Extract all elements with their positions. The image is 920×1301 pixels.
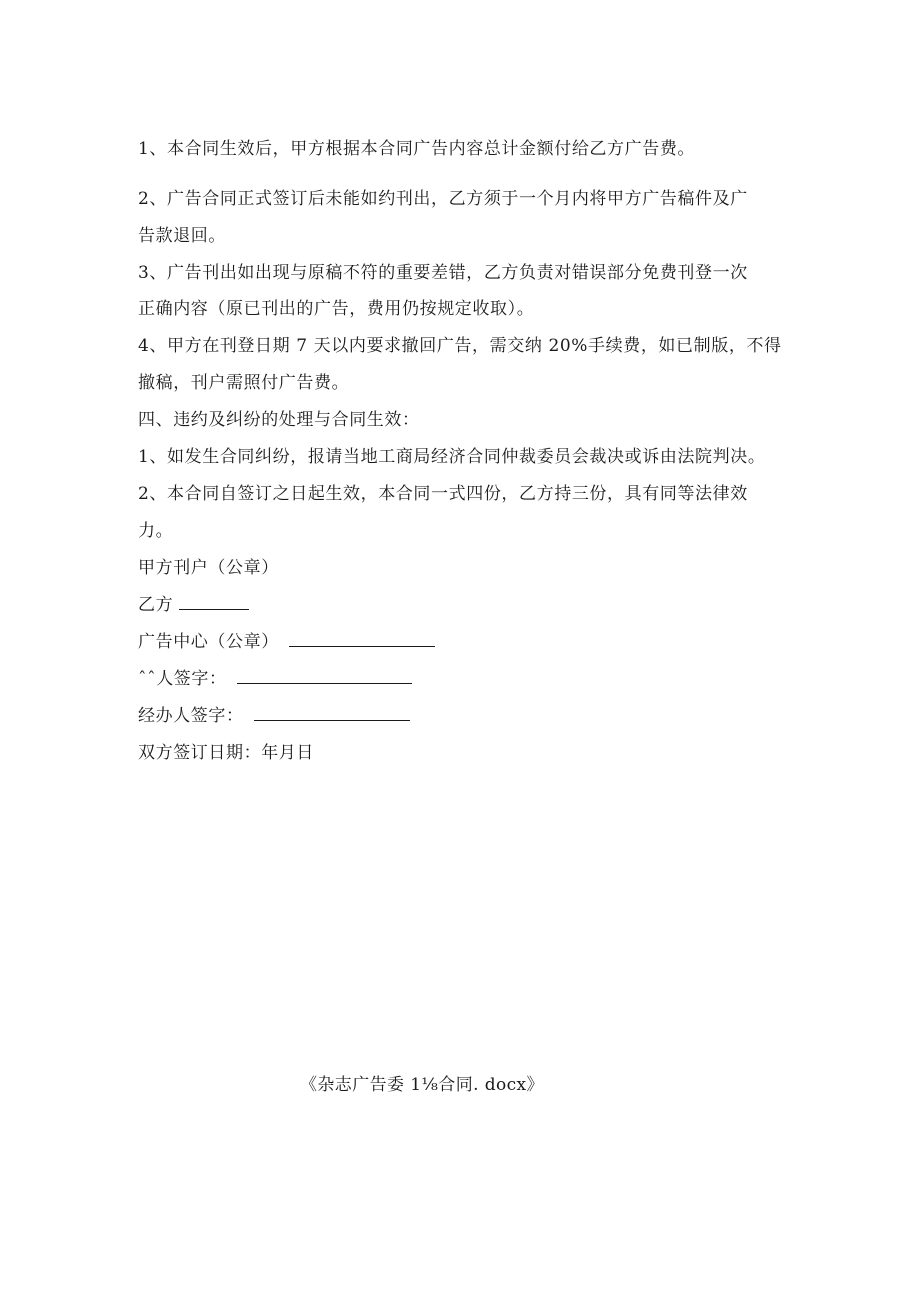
party-b-label: 乙方 <box>138 595 174 615</box>
dispute-clause-2-line1: 2、本合同自签订之日起生效，本合同一式四份，乙方持三份，具有同等法律效 <box>138 484 748 504</box>
handler-signature-blank <box>254 705 410 721</box>
rep-signature-blank <box>237 668 412 684</box>
signing-date-label: 双方签订日期：年月日 <box>138 743 314 763</box>
party-b-signature-row <box>138 594 249 616</box>
clause-3-text-line1: 3、广告刊出如出现与原稿不符的重要差错，乙方负责对错误部分免费刊登一次 <box>138 263 748 283</box>
clause-2-text-line2: 告款退回。 <box>138 226 226 246</box>
ad-center-signature-blank <box>289 631 435 647</box>
clause-3-text-line2: 正确内容（原已刊出的广告，费用仍按规定收取）。 <box>138 299 535 319</box>
handler-signature-row <box>138 705 410 727</box>
section-heading: 四、违约及纠纷的处理与合同生效： <box>138 410 420 430</box>
ad-center-label: 广告中心（公章） <box>138 632 279 652</box>
dispute-clause-1: 1、如发生合同纠纷，报请当地工商局经济合同仲裁委员会裁决或诉由法院判决。 <box>138 447 766 467</box>
party-b-signature-blank <box>179 594 249 610</box>
document-footer-filename: 《杂志广告委 1⅛合同. docx》 <box>300 1075 544 1095</box>
dispute-clause-2-line2: 力。 <box>138 521 174 541</box>
clause-1-text: 1、本合同生效后，甲方根据本合同广告内容总计金额付给乙方广告费。 <box>138 139 696 159</box>
handler-sign-label: 经办人签字： <box>138 706 244 726</box>
rep-sign-label: ˆˆ人签字： <box>138 669 227 689</box>
rep-signature-row <box>138 668 412 690</box>
clause-4-text-line2: 撤稿，刊户需照付广告费。 <box>138 373 350 393</box>
ad-center-signature-row <box>138 631 435 653</box>
clause-2-text-line1: 2、广告合同正式签订后未能如约刊出，乙方须于一个月内将甲方广告稿件及广 <box>138 189 748 209</box>
clause-4-text-line1: 4、甲方在刊登日期 7 天以内要求撤回广告，需交纳 20%手续费，如已制版，不得 <box>138 336 782 356</box>
party-a-signature-label: 甲方刊户（公章） <box>138 558 279 578</box>
